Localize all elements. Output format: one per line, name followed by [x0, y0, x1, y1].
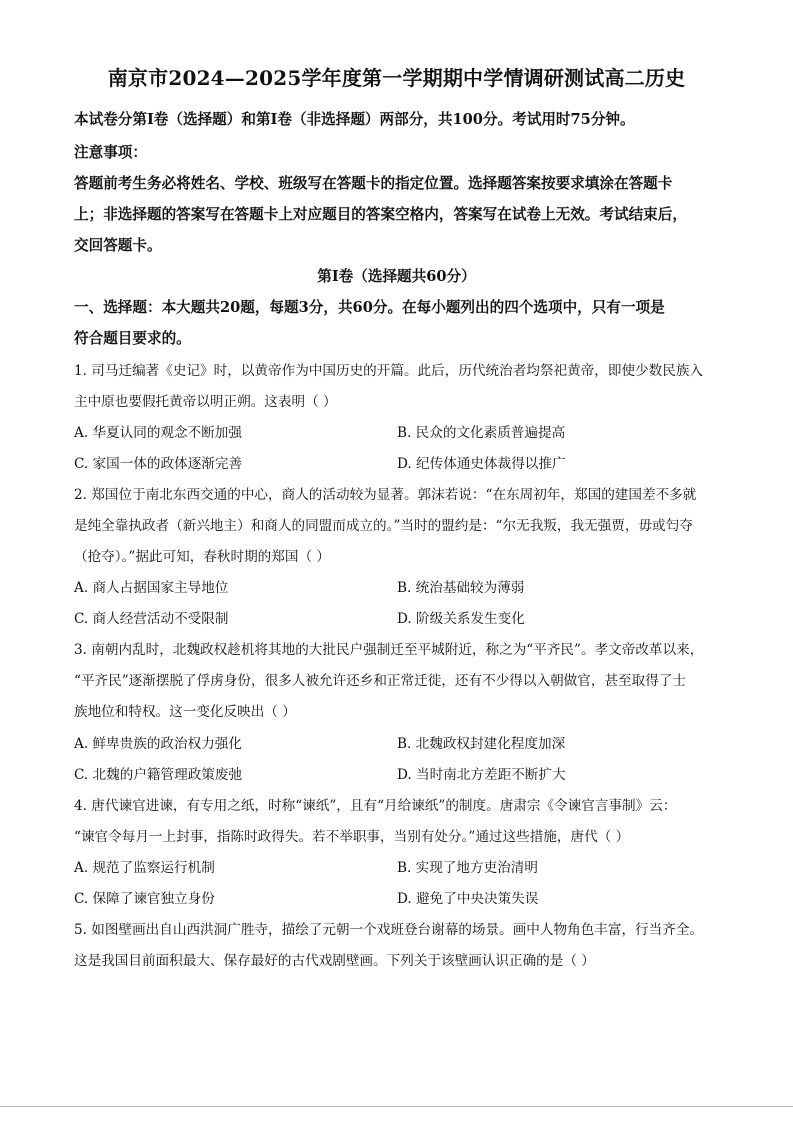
notice-text-3: 交回答题卡。: [74, 237, 162, 254]
option-c: C. 商人经营活动不受限制: [74, 611, 229, 627]
option-b: B. 实现了地方吏治清明: [397, 860, 538, 876]
page-title: 南京市2024—2025学年度第一学期期中学情调研测试高二历史: [107, 66, 686, 90]
section-heading: 第Ⅰ卷（选择题共60分）: [317, 268, 476, 285]
notice-text-2: 上；非选择题的答案写在答题卡上对应题目的答案空格内，答案写在试卷上无效。考试结束后，: [74, 206, 687, 223]
question-text: 族地位和特权。这一变化反映出（ ）: [74, 704, 296, 720]
question-text: 5. 如图壁画出自山西洪洞广胜寺，描绘了元朝一个戏班登台谢幕的场景。画中人物角色丰富，行当齐全。: [74, 922, 704, 938]
question-text: 主中原也要假托黄帝以明正朔。这表明（ ）: [74, 394, 337, 410]
option-d: D. 避免了中央决策失误: [397, 891, 539, 907]
question-text: 3. 南朝内乱时，北魏政权趁机将其地的大批民户强制迁至平城附近，称之为“平齐民”。孝文帝改革以来，: [74, 642, 704, 658]
question-text: 是纯全靠执政者（新兴地主）和商人的同盟而成立的。”当时的盟约是：“尔无我叛，我无强贾，毋或匄夺: [74, 518, 693, 534]
notice-text-1: 答题前考生务必将姓名、学校、班级写在答题卡的指定位置。选择题答案按要求填涂在答题卡: [74, 175, 673, 192]
option-a: A. 规范了监察运行机制: [74, 860, 215, 876]
section-instructions-1: 一、选择题：本大题共20题，每题3分，共60分。在每小题列出的四个选项中，只有一项是: [74, 299, 665, 316]
question-text: 2. 郑国位于南北东西交通的中心，商人的活动较为显著。郭沫若说：“在东周初年，郑国的建国差不多就: [74, 487, 697, 503]
option-c: C. 保障了谏官独立身份: [74, 891, 215, 907]
option-b: B. 民众的文化素质普遍提高: [397, 425, 566, 441]
question-text: 4. 唐代谏官进谏，有专用之纸，时称“谏纸”，且有“月给谏纸”的制度。唐肃宗《令谏官言事制》云：: [74, 798, 677, 814]
option-a: A. 鲜卑贵族的政治权力强化: [74, 736, 242, 752]
option-d: D. 阶级关系发生变化: [397, 611, 525, 627]
question-text: （抢夺）。”据此可知，春秋时期的郑国（ ）: [74, 549, 330, 565]
option-d: D. 纪传体通史体裁得以推广: [397, 456, 566, 472]
question-text: “谏官令每月一上封事，指陈时政得失。若不举职事，当别有处分。”通过这些措施，唐代（ ）: [74, 829, 630, 845]
question-text: 1. 司马迁编著《史记》时，以黄帝作为中国历史的开篇。此后，历代统治者均祭祀黄帝，即使少数民族入: [74, 363, 704, 379]
page-bottom-rule: [0, 1106, 793, 1107]
question-text: “平齐民”逐渐摆脱了俘虏身份，很多人被允许还乡和正常迁徙，还有不少得以入朝做官，甚至取得了士: [74, 673, 687, 689]
notice-label: 注意事项：: [74, 144, 147, 161]
option-d: D. 当时南北方差距不断扩大: [397, 767, 566, 783]
section-instructions-2: 符合题目要求的。: [74, 330, 191, 347]
question-text: 这是我国目前面积最大、保存最好的古代戏剧壁画。下列关于该壁画认识正确的是（ ）: [74, 953, 595, 969]
option-a: A. 华夏认同的观念不断加强: [74, 425, 242, 441]
option-b: B. 北魏政权封建化程度加深: [397, 736, 566, 752]
option-b: B. 统治基础较为薄弱: [397, 580, 525, 596]
option-c: C. 家国一体的政体逐渐完善: [74, 456, 243, 472]
intro-line: 本试卷分第Ⅰ卷（选择题）和第Ⅰ卷（非选择题）两部分，共100分。考试用时75分钟。: [74, 111, 635, 128]
option-a: A. 商人占据国家主导地位: [74, 580, 229, 596]
option-c: C. 北魏的户籍管理政策废弛: [74, 767, 243, 783]
